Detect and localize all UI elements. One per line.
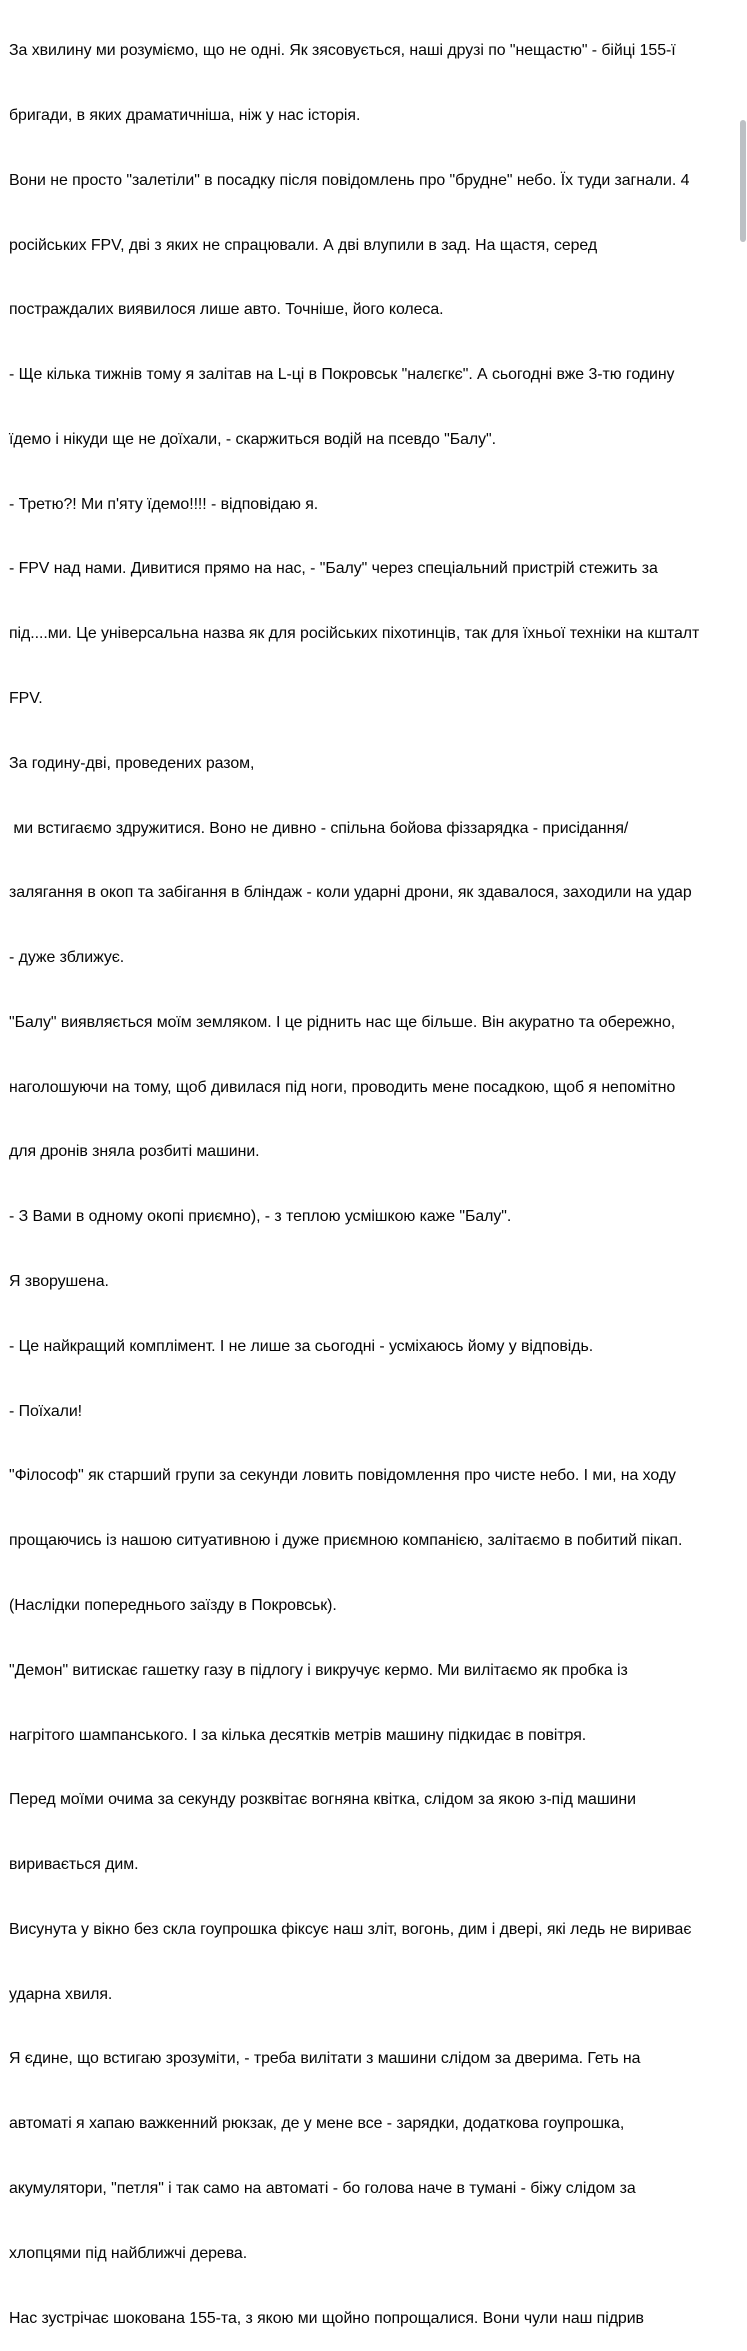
post-line: під....ми. Це універсальна назва як для російських піхотинців, так для їхньої техніки на кшталт xyxy=(9,625,700,643)
post-line: Вони не просто "залетіли" в посадку після повідомлень про "брудне" небо. Їх туди загнали. 4 xyxy=(9,171,690,189)
post-line: постраждалих виявилося лише авто. Точніше, його колеса. xyxy=(9,301,444,319)
post-line: Я зворушена. xyxy=(9,1273,109,1291)
post-line: акумулятори, "петля" і так само на автоматі - бо голова наче в тумані - біжу слідом за xyxy=(9,2179,636,2197)
post-line: Нас зустрічає шокована 155-та, з якою ми щойно попрощалися. Вони чули наш підрив xyxy=(9,2309,644,2327)
post-line: автоматі я хапаю важкенний рюкзак, де у мене все - зарядки, додаткова гоупрошка, xyxy=(9,2115,625,2133)
post-line: "Балу" виявляється моїм земляком. І це ріднить нас ще більше. Він акуратно та обережно, xyxy=(9,1013,676,1031)
post-line: - FPV над нами. Дивитися прямо на нас, - "Балу" через спеціальний пристрій стежить за xyxy=(9,560,658,578)
post-line: FPV. xyxy=(9,690,43,707)
post-line: - дуже зближує. xyxy=(9,949,125,967)
post-line: ми встигаємо здружитися. Воно не дивно - спільна бойова фіззарядка - присідання/ xyxy=(9,819,629,837)
post-line: російських FPV, дві з яких не спрацювали. А дві влупили в зад. На щастя, серед xyxy=(9,236,598,254)
post-line: ударна хвиля. xyxy=(9,1985,113,2003)
post-line: Перед моїми очима за секунду розквітає вогняна квітка, слідом за якою з-під машини xyxy=(9,1791,636,1809)
post-line: для дронів зняла розбиті машини. xyxy=(9,1143,260,1161)
scrollbar-thumb[interactable] xyxy=(740,120,746,242)
post-line: бригади, в яких драматичніша, ніж у нас історія. xyxy=(9,106,361,124)
post-line: Я єдине, що встигаю зрозуміти, - треба вилітати з машини слідом за дверима. Геть на xyxy=(9,2050,641,2068)
post-line: - Це найкращий комплімент. І не лише за сьогодні - усміхаюсь йому у відповідь. xyxy=(9,1337,594,1355)
post-line: залягання в окоп та забігання в бліндаж - коли ударні дрони, як здавалося, заходили на удар xyxy=(9,884,692,902)
post-line: - Ще кілька тижнів тому я залітав на L-ці в Покровськ "налєгкє". А сьогодні вже 3-тю годину xyxy=(9,366,675,384)
post-line: (Наслідки попереднього заїзду в Покровськ). xyxy=(9,1596,337,1614)
post-line: наголошуючи на тому, щоб дивилася під ноги, проводить мене посадкою, щоб я непомітно xyxy=(9,1078,676,1096)
post-line: За годину-дві, проведених разом, xyxy=(9,754,255,772)
post-text xyxy=(9,0,745,2351)
post-line: нагрітого шампанського. І за кілька десятків метрів машину підкидає в повітря. xyxy=(9,1726,587,1744)
post-line: їдемо і нікуди ще не доїхали, - скаржиться водій на псевдо "Балу". xyxy=(9,430,496,448)
post-line: прощаючись із нашою ситуативною і дуже приємною компанією, залітаємо в побитий пікап. xyxy=(9,1532,683,1550)
post-line: "Демон" витискає гашетку газу в підлогу і викручує кермо. Ми вилітаємо як пробка із xyxy=(9,1661,628,1679)
post-line: За хвилину ми розуміємо, що не одні. Як зясовується, наші друзі по "нещастю" - бійці 155-ї xyxy=(9,42,676,60)
post-line: "Філософ" як старший групи за секунди ловить повідомлення про чисте небо. І ми, на ходу xyxy=(9,1467,676,1485)
post-line: Висунута у вікно без скла гоупрошка фіксує наш зліт, вогонь, дим і двері, які ледь не вириває xyxy=(9,1920,692,1938)
post-line: виривається дим. xyxy=(9,1856,139,1874)
post-line: хлопцями під найближчі дерева. xyxy=(9,2244,248,2262)
post-line: - Поїхали! xyxy=(9,1402,83,1420)
post-line: - З Вами в одному окопі приємно), - з теплою усмішкою каже "Балу". xyxy=(9,1208,512,1226)
post-line: - Третю?! Ми п'яту їдемо!!!! - відповідаю я. xyxy=(9,495,319,513)
